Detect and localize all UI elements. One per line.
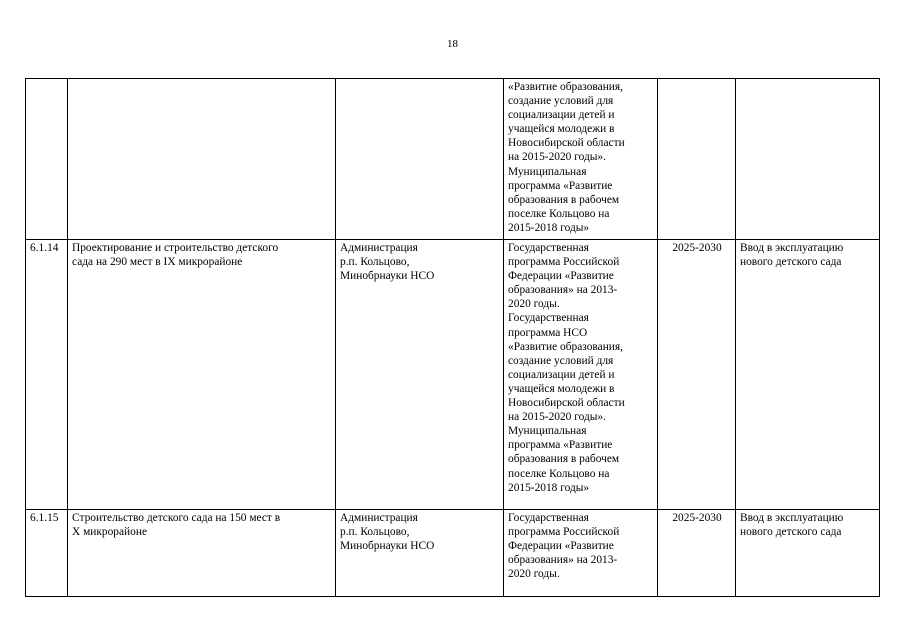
- measure-title: Проектирование и строительство детского сада на 290 мест в IX микрорайоне: [68, 240, 336, 510]
- expected-result: [736, 79, 880, 240]
- row-number: 6.1.14: [26, 240, 68, 510]
- table-row: [26, 510, 880, 597]
- funding-source: Государственная программа Российской Федерации «Развитие образования» на 2013- 2020 годы.: [504, 510, 658, 597]
- period: 2025-2030: [658, 510, 736, 597]
- table-row: [26, 240, 880, 510]
- executor: [336, 79, 504, 240]
- executor: Администрация р.п. Кольцово, Минобрнауки НСО: [336, 240, 504, 510]
- expected-result: Ввод в эксплуатацию нового детского сада: [736, 240, 880, 510]
- row-number: 6.1.15: [26, 510, 68, 597]
- row-number: [26, 79, 68, 240]
- page-number: 18: [447, 38, 458, 50]
- measure-title: Строительство детского сада на 150 мест в X микрорайоне: [68, 510, 336, 597]
- funding-source: Государственная программа Российской Федерации «Развитие образования» на 2013- 2020 годы. Государственная программа НСО «Развитие образования, создание условий для социализации детей и учащейся молодежи в Новосибирской области на 2015-2020 годы». Муниципальная программа «Развитие образования в рабочем поселке Кольцово на 2015-2018 годы»: [504, 240, 658, 510]
- table-row: [26, 79, 880, 240]
- funding-source: «Развитие образования, создание условий для социализации детей и учащейся молодежи в Новосибирской области на 2015-2020 годы». Муниципальная программа «Развитие образования в рабочем поселке Кольцово на 2015-2018 годы»: [504, 79, 658, 240]
- period: [658, 79, 736, 240]
- executor: Администрация р.п. Кольцово, Минобрнауки НСО: [336, 510, 504, 597]
- measures-table: [25, 78, 880, 597]
- expected-result: Ввод в эксплуатацию нового детского сада: [736, 510, 880, 597]
- period: 2025-2030: [658, 240, 736, 510]
- measure-title: [68, 79, 336, 240]
